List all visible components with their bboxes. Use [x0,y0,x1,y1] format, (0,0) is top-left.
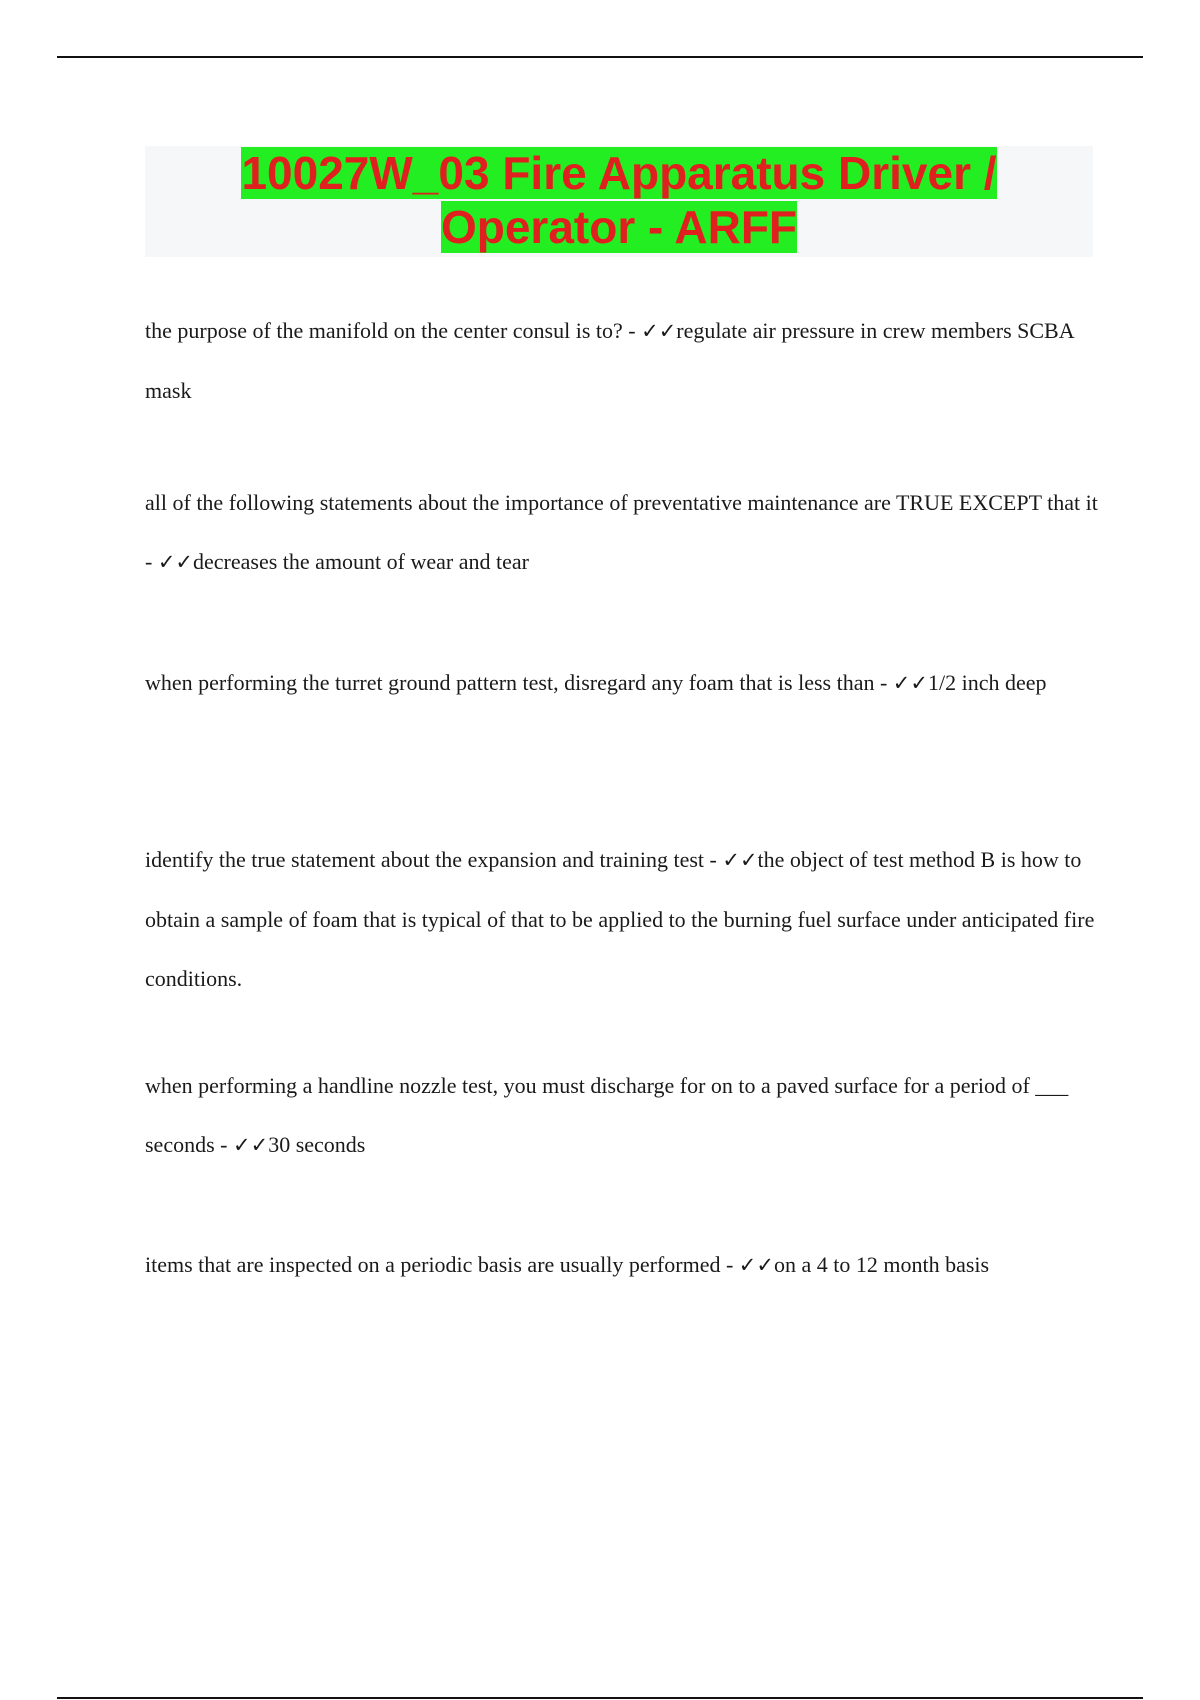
question-text: items that are inspected on a periodic basis are usually performed - [145,1252,739,1277]
qa-item-6 [145,1235,1105,1295]
question-text: when performing the turret ground pattern test, disregard any foam that is less than - [145,670,893,695]
question-text: the purpose of the manifold on the center consul is to? - [145,318,642,343]
check-icon: ✓✓ [641,319,677,343]
qa-item-1 [145,301,1105,420]
answer-text: regulate air pressure in crew members SCBA mask [145,318,1074,403]
question-text: identify the true statement about the expansion and training test - [145,847,723,872]
answer-text: on a 4 to 12 month basis [774,1252,990,1277]
bottom-rule [57,1697,1143,1699]
answer-text: decreases the amount of wear and tear [193,549,529,574]
answer-text: 30 seconds [268,1132,366,1157]
check-icon: ✓✓ [892,671,928,695]
answer-text: the object of test method B is how to obtain a sample of foam that is typical of that to be applied to the burning fuel surface under anticipated fire conditions. [145,847,1095,991]
document-title [145,146,1093,254]
qa-item-3 [145,653,1105,713]
top-rule [57,56,1143,58]
check-icon: ✓✓ [232,1133,269,1157]
question-text: when performing a handline nozzle test, you must discharge for on to a paved surface for a period of ___ seconds - [145,1073,1069,1157]
answer-text: 1/2 inch deep [928,670,1047,695]
check-icon: ✓✓ [157,550,194,574]
qa-item-2 [145,473,1105,592]
question-text: all of the following statements about the importance of preventative maintenance are TRUE EXCEPT that it - [145,490,1098,574]
qa-item-5 [145,1056,1105,1175]
check-icon: ✓✓ [722,848,758,872]
title-line-1: 10027W_03 Fire Apparatus Driver / [241,147,997,199]
title-banner [145,146,1093,257]
check-icon: ✓✓ [738,1253,774,1277]
qa-item-4 [145,830,1105,1008]
title-line-2: Operator - ARFF [440,201,798,253]
